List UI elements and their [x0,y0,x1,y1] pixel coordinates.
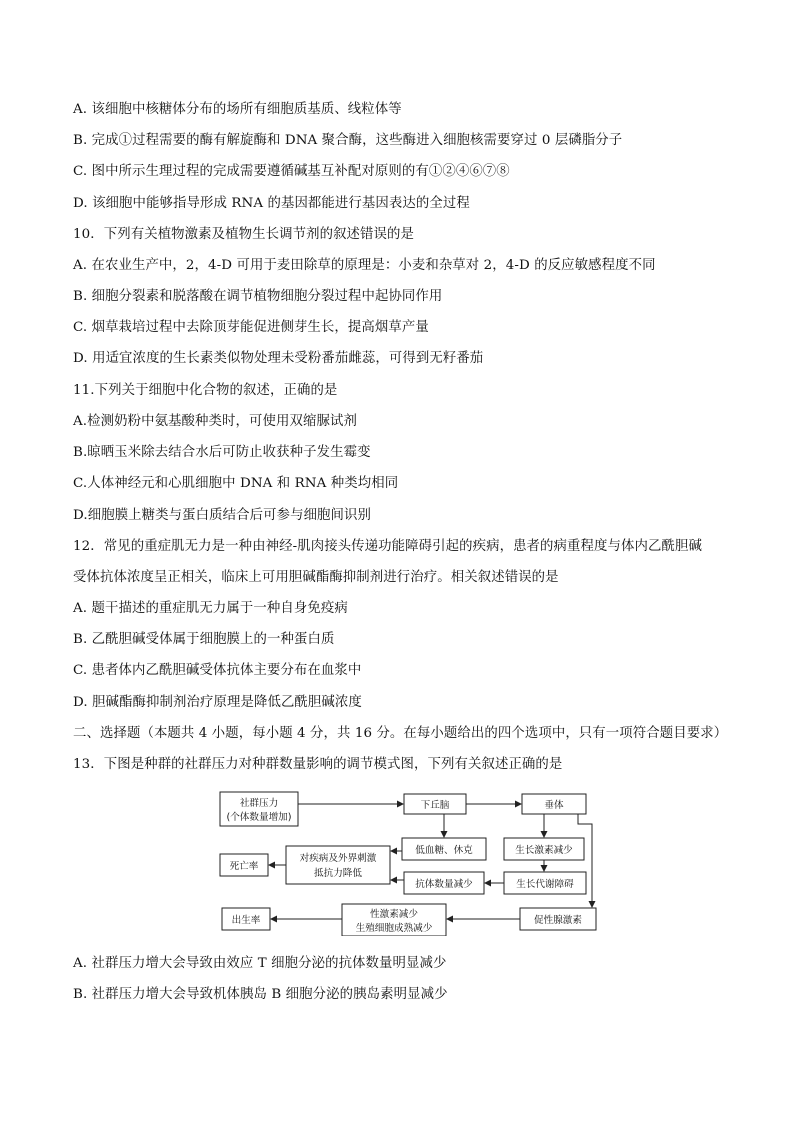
svg-text:生长代谢障碍: 生长代谢障碍 [516,879,574,890]
section-heading: 二、选择题（本题共 4 小题，每小题 4 分，共 16 分。在每小题给出的四个选项中，只有一项符合题目要求） [73,726,728,741]
box-gonadotropin [520,908,596,930]
option-a: A. 社群压力增大会导致由效应 T 细胞分泌的抗体数量明显减少 [73,956,447,971]
text-line: B. 完成①过程需要的酶有解旋酶和 DNA 聚合酶，这些酶进入细胞核需要穿过 0 层磷脂分子 [73,133,623,148]
box-hypothalamus [404,794,466,814]
text-line: D. 该细胞中能够指导形成 RNA 的基因都能进行基因表达的全过程 [73,196,470,211]
text-line: B. 乙酰胆碱受体属于细胞膜上的一种蛋白质 [73,632,335,647]
svg-text:生长激素减少: 生长激素减少 [515,845,573,856]
box-antibody-decrease [404,872,484,894]
text-line: D. 用适宜浓度的生长素类似物处理未受粉番茄雌蕊，可得到无籽番茄 [73,351,484,366]
svg-text:促性腺激素: 促性腺激素 [534,915,582,926]
box-metabolism-disorder [504,872,586,894]
question-11-stem: 11.下列关于细胞中化合物的叙述，正确的是 [73,383,338,398]
text-line: C.人体神经元和心肌细胞中 DNA 和 RNA 种类均相同 [73,476,399,491]
text-line: D.细胞膜上糖类与蛋白质结合后可参与细胞间识别 [73,508,372,523]
svg-text:低血糖、休克: 低血糖、休克 [415,845,473,856]
svg-text:(个体数量增加): (个体数量增加) [226,812,292,823]
text-line: D. 胆碱酯酶抑制剂治疗原理是降低乙酰胆碱浓度 [73,695,362,710]
text-line: B.晾晒玉米除去结合水后可防止收获种子发生霉变 [73,445,371,460]
svg-text:生殖细胞成熟减少: 生殖细胞成熟减少 [355,923,433,934]
svg-text:抗体数量减少: 抗体数量减少 [415,879,473,890]
svg-text:出生率: 出生率 [231,915,261,926]
text-line: A.检测奶粉中氨基酸种类时，可使用双缩脲试剂 [73,414,357,429]
question-12-stem: 12．常见的重症肌无力是一种由神经-肌肉接头传递功能障碍引起的疾病，患者的病重程度与体内乙酰胆碱 [73,539,702,554]
question-13-stem: 13．下图是种群的社群压力对种群数量影响的调节模式图，下列有关叙述正确的是 [73,757,563,772]
text-line: A. 该细胞中核糖体分布的场所有细胞质基质、线粒体等 [73,102,402,117]
box-birth-rate [222,908,270,930]
text-line: A. 题干描述的重症肌无力属于一种自身免疫病 [73,601,348,616]
text-line: C. 烟草栽培过程中去除顶芽能促进侧芽生长，提高烟草产量 [73,320,429,335]
svg-text:下丘脑: 下丘脑 [420,800,450,811]
box-social-pressure [220,792,298,826]
svg-text:对疾病及外界刺激: 对疾病及外界刺激 [299,853,377,864]
text-line: B. 细胞分裂素和脱落酸在调节植物细胞分裂过程中起协同作用 [73,289,443,304]
svg-text:社群压力: 社群压力 [239,798,279,809]
svg-text:死亡率: 死亡率 [229,861,259,872]
question-10-stem: 10．下列有关植物激素及植物生长调节剂的叙述错误的是 [73,227,415,242]
svg-text:性激素减少: 性激素减少 [370,909,418,920]
box-death-rate [220,854,268,876]
text-line: A. 在农业生产中，2，4-D 可用于麦田除草的原理是：小麦和杂草对 2，4-D 的反应敏感程度不同 [73,258,656,273]
text-line: C. 患者体内乙酰胆碱受体抗体主要分布在血浆中 [73,663,362,678]
svg-text:抵抗力降低: 抵抗力降低 [314,868,362,879]
box-resistance-decrease [286,846,390,884]
box-sex-hormone-decrease [342,904,446,936]
svg-text:垂体: 垂体 [544,800,564,811]
regulation-diagram [218,788,598,936]
option-b: B. 社群压力增大会导致机体胰岛 B 细胞分泌的胰岛素明显减少 [73,987,448,1002]
box-low-blood-sugar [402,838,486,860]
box-pituitary [522,794,586,814]
box-growth-hormone-decrease [504,838,584,860]
text-line: 受体抗体浓度呈正相关，临床上可用胆碱酯酶抑制剂进行治疗。相关叙述错误的是 [73,570,559,585]
text-line: C. 图中所示生理过程的完成需要遵循碱基互补配对原则的有①②④⑥⑦⑧ [73,164,510,179]
